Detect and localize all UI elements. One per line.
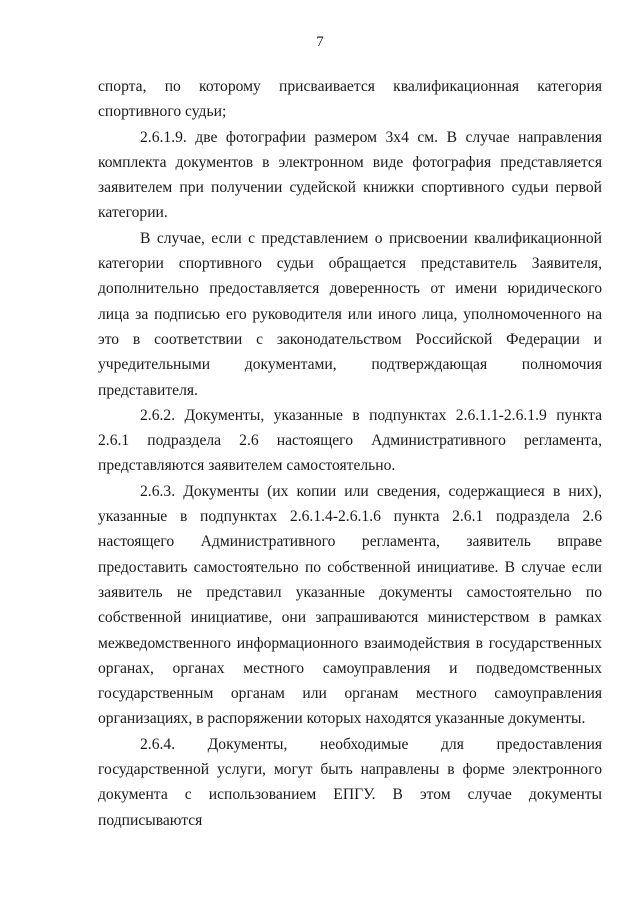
paragraph-2-6-1-9: 2.6.1.9. две фотографии размером 3х4 см. В случае направления комплекта документов в электронном виде фотография представляется заявителем при получении судейской книжки спортивного судьи первой категории. (98, 128, 602, 222)
paragraph-sport-continuation: спорта, по которому присваивается квалификационная категория спортивного судьи; (98, 78, 602, 121)
paragraph-2-6-3: 2.6.3. Документы (их копии или сведения, содержащиеся в них), указанные в подпунктах 2.6.1.4-2.6.1.6 пункта 2.6.1 подраздела 2.6 настоящего Административного регламента, заявитель вправе предоставить самостоятельно по собственной инициативе. В случае если заявитель не представил указанные документы самостоятельно по собственной инициативе, они запрашиваются министерством в рамках межведомственного информационного взаимодействия в государственных органах, органах местного самоуправления и подведомственных государственным органам или органам местного самоуправления организациях, в распоряжении которых находятся указанные документы. (98, 482, 602, 728)
document-body (98, 74, 602, 833)
page-number: 7 (316, 34, 324, 50)
paragraph-2-6-4: 2.6.4. Документы, необходимые для предоставления государственной услуги, могут быть направлены в форме электронного документа с использованием ЕПГУ. В этом случае документы подписываются (98, 735, 602, 829)
paragraph-representative: В случае, если с представлением о присвоении квалификационной категории спортивного судьи обращается представитель Заявителя, дополнительно предоставляется доверенность от имени юридического лица за подписью его руководителя или иного лица, уполномоченного на это в соответствии с законодательством Российской Федерации и учредительными документами, подтверждающая полномочия представителя. (98, 229, 602, 399)
paragraph-2-6-2: 2.6.2. Документы, указанные в подпунктах 2.6.1.1-2.6.1.9 пункта 2.6.1 подраздела 2.6 настоящего Административного регламента, представляются заявителем самостоятельно. (98, 406, 602, 475)
